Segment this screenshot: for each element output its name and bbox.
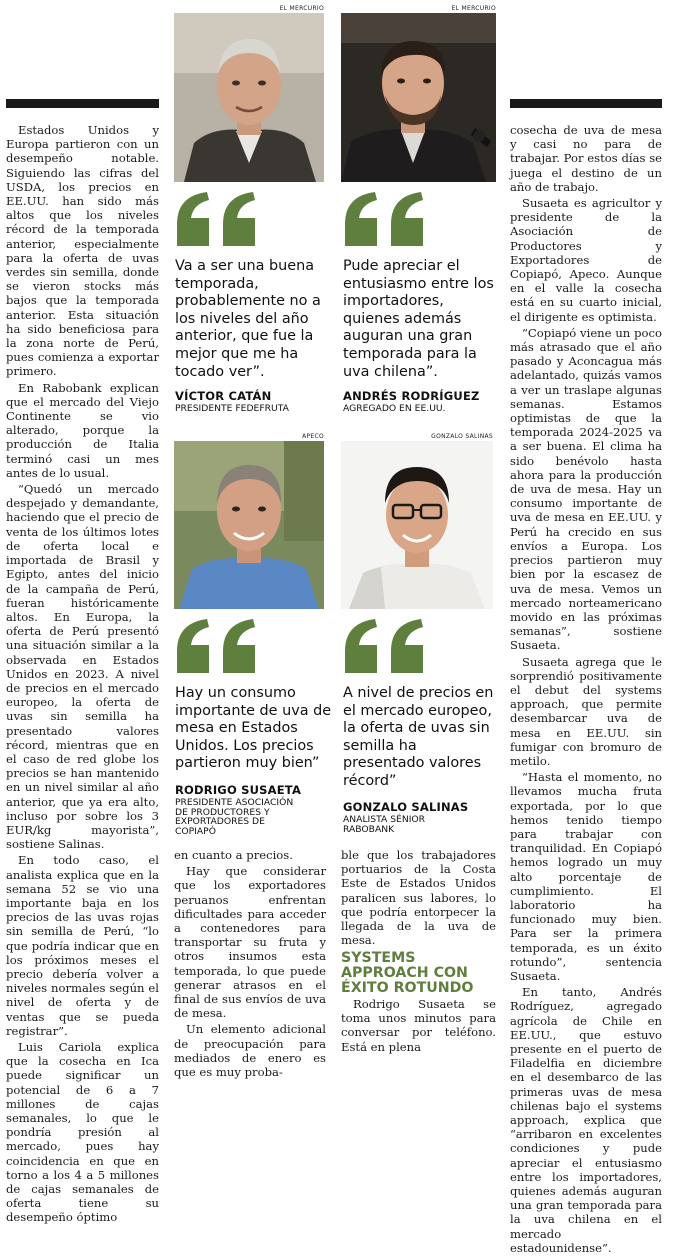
paragraph: en cuanto a precios.	[174, 848, 293, 862]
paragraph: Rodrigo Susaeta se toma unos minutos para conversar por teléfono. Está en plena	[341, 997, 496, 1054]
photo-victor-catan	[174, 13, 324, 182]
paragraph: “Copiapó viene un poco más atrasado que el año pasado y Aconcagua más adelantado, quizás vamos a ver un traslape algunas semanas. Estamos optimistas de que la temporada 2024-2025 va a ser buena. El clima ha sido benévolo hasta ahora para la producción de uva de mesa. Hay un consumo importante de uva de mesa en EE.UU. y Perú ha crecido en sus envíos a Europa. Los precios partieron muy bien por la escasez de uva de mesa. Vemos un mercado norteamericano movido en las próximas semanas”, sostiene Susaeta.	[510, 325, 662, 653]
photo-gonzalo-salinas	[341, 441, 493, 609]
quote-author-role: AGREGADO EN EE.UU.	[343, 403, 446, 414]
section-subhead: SYSTEMS APPROACH CON ÉXITO ROTUNDO	[341, 950, 474, 996]
column-top-bar	[510, 99, 662, 108]
paragraph: Luis Cariola explica que la cosecha en Ica puede significar un potencial de 6 a 7 millones de cajas semanales, lo que le pondría presión al mercado, pues hay coincidencia en que en torno a los 4 a 5 millones de cajas semanales de oferta tiene su desempeño óptimo	[6, 1040, 159, 1225]
pull-quote-text: Va a ser una buena temporada, probablemente no a los niveles del año anterior, que fue la mejor que me ha tocado ver”.	[175, 258, 321, 380]
paragraph: Un elemento adicional de preocupación para mediados de enero es que es muy proba-	[174, 1022, 326, 1080]
quote-author-role: PRESIDENTE FEDEFRUTA	[175, 403, 289, 414]
paragraph: “Hasta el momento, no llevamos mucha fruta exportada, por lo que hemos tenido tiempo para trabajar con tranquilidad. En Copiapó hemos logrado un muy alto porcentaje de cumplimiento. El laboratorio ha funcionado muy bien. Para ser la primera temporada, es un éxito rotundo”, sentencia Susaeta.	[510, 770, 662, 983]
paragraph: cosecha de uva de mesa y casi no para de trabajar. Por estos días se juega el destino de un año de trabajo.	[510, 123, 662, 194]
article-column-2	[174, 848, 326, 1081]
paragraph: Hay que considerar que los exportadores peruanos enfrentan dificultades para acceder a contenedores para transportar su fruta y otros insumos esta temporada, lo que puede generar atrasos en el final de sus envíos de uva de mesa.	[174, 864, 326, 1021]
quote-author-name: VÍCTOR CATÁN	[175, 389, 272, 403]
photo-rodrigo-susaeta	[174, 441, 324, 609]
paragraph: Estados Unidos y Europa partieron con un desempeño notable. Siguiendo las cifras del USDA, los precios en EE.UU. han sido más altos que los niveles récord de la temporada anterior, especialmente para la oferta de uvas verdes sin semilla, donde se vieron stocks más bajos que la temporada anterior. Esta situación ha sido beneficiosa para la zona norte de Perú, pues comienza a exportar primero.	[6, 123, 159, 379]
paragraph: En Rabobank explican que el mercado del Viejo Continente se vio alterado, porque la producción de Italia terminó casi un mes antes de lo usual.	[6, 380, 159, 480]
photo-credit: EL MERCURIO	[451, 5, 496, 12]
article-column-4	[510, 123, 662, 1257]
photo-credit: GONZALO SALINAS	[431, 433, 493, 440]
column-top-bar	[6, 99, 159, 108]
pull-quote-text: A nivel de precios en el mercado europeo, la oferta de uvas sin semilla ha presentado valores récord”	[343, 685, 494, 789]
photo-andres-rodriguez	[341, 13, 496, 182]
article-column-3b	[341, 997, 496, 1056]
photo-credit: EL MERCURIO	[279, 5, 324, 12]
pull-quote-text: Pude apreciar el entusiasmo entre los importadores, quienes además auguran una gran temporada para la uva chilena”.	[343, 258, 494, 380]
photo-credit: APECO	[302, 433, 324, 440]
quote-mark-icon	[173, 190, 265, 250]
quote-mark-icon	[173, 617, 265, 677]
paragraph: ble que los trabajadores portuarios de la Costa Este de Estados Unidos paralicen sus labores, lo que podría entorpecer la llegada de la uva de mesa.	[341, 848, 496, 948]
quote-author-role: ANALISTA SÉNIOR RABOBANK	[343, 814, 426, 835]
quote-author-role: PRESIDENTE ASOCIACIÓN DE PRODUCTORES Y EXPORTADORES DE COPIAPÓ	[175, 797, 294, 837]
article-column-3	[341, 848, 496, 949]
paragraph: Susaeta agrega que le sorprendió positivamente el debut del systems approach, que permite desembarcar uva de mesa en EE.UU. sin fumigar con bromuro de metilo.	[510, 654, 662, 768]
quote-author-name: ANDRÉS RODRÍGUEZ	[343, 389, 480, 403]
paragraph: En tanto, Andrés Rodríguez, agregado agrícola de Chile en EE.UU., que estuvo presente en el puerto de Filadelfia en diciembre en el desembarco de las primeras uvas de mesa chilenas bajo el systems approach, explica que “arribaron en excelentes condiciones y pude apreciar el entusiasmo entre los importadores, quienes además auguran una gran temporada para la uva chilena en el mercado estadounidense”.	[510, 985, 662, 1255]
quote-author-name: GONZALO SALINAS	[343, 800, 469, 814]
quote-mark-icon	[341, 617, 433, 677]
paragraph: Susaeta es agricultor y presidente de la Asociación de Productores y Exportadores de Copiapó, Apeco. Aunque en el valle la cosecha está en su cuarto inicial, el dirigente es optimista.	[510, 196, 662, 324]
quote-mark-icon	[341, 190, 433, 250]
paragraph: En todo caso, el analista explica que en la semana 52 se vio una importante baja en los precios de las uvas rojas sin semilla de Perú, “lo que podría indicar que en los próximos meses el precio debería volver a niveles normales según el nivel de oferta y de ventas que se pueda registrar”.	[6, 853, 159, 1038]
article-column-1	[6, 123, 159, 1227]
paragraph: “Quedó un mercado despejado y demandante, haciendo que el precio de venta de los últimos lotes de oferta local e importada de Brasil y Egipto, antes del inicio de la campaña de Perú, fueran históricamente altos. En Europa, la oferta de Perú presentó una situación similar a la observada en Estados Unidos en 2023. A nivel de precios en el mercado europeo, la oferta de uvas sin semilla ha presentado valores récord, mientras que en el caso de red globe los precios se han mantenido en un nivel similar al año anterior, que ya era alto, incluso por sobre los 3 EUR/kg mayorista”, sostiene Salinas.	[6, 482, 159, 852]
quote-author-name: RODRIGO SUSAETA	[175, 783, 302, 797]
pull-quote-text: Hay un consumo importante de uva de mesa en Estados Unidos. Los precios partieron muy bien”	[175, 685, 332, 772]
